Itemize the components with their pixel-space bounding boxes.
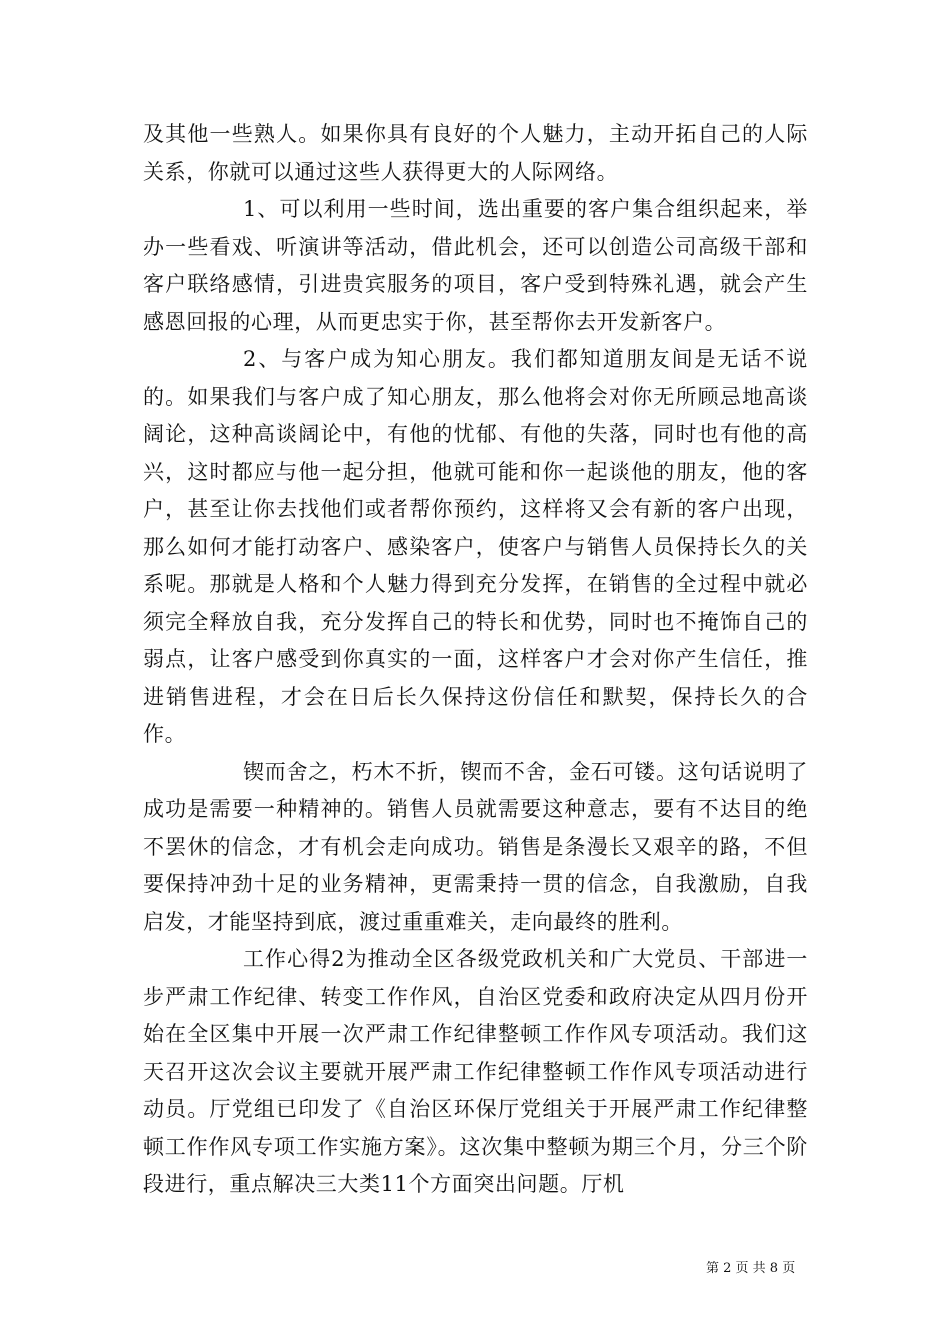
paragraph-point-1: 1、可以利用一些时间，选出重要的客户集合组织起来，举办一些看戏、听演讲等活动，借此机会，还可以创造公司高级干部和客户联络感情，引进贵宾服务的项目，客户受到特殊礼遇，就会产生感恩回报的心理，从而更忠实于你，甚至帮你去开发新客户。 (143, 197, 808, 334)
paragraph-continuation: 及其他一些熟人。如果你具有良好的个人魅力，主动开拓自己的人际关系，你就可以通过这些人获得更大的人际网络。 (143, 122, 808, 184)
page-number-footer: 第 2 页 共 8 页 (706, 1261, 796, 1276)
paragraph-point-2: 2、与客户成为知心朋友。我们都知道朋友间是无话不说的。如果我们与客户成了知心朋友，那么他将会对你无所顾忌地高谈阔论，这种高谈阔论中，有他的忧郁、有他的失落，同时也有他的高兴，这时都应与他一起分担，他就可能和你一起谈他的朋友，他的客户，甚至让你去找他们或者帮你预约，这样将又会有新的客户出现，那么如何才能打动客户、感染客户，使客户与销售人员保持长久的关系呢。那就是人格和个人魅力得到充分发挥，在销售的全过程中就必须完全释放自我，充分发挥自己的特长和优势，同时也不掩饰自己的弱点，让客户感受到你真实的一面，这样客户才会对你产生信任，推进销售进程，才会在日后长久保持这份信任和默契，保持长久的合作。 (143, 347, 808, 746)
document-body (143, 116, 808, 1204)
paragraph-perseverance: 锲而舍之，朽木不折，锲而不舍，金石可镂。这句话说明了成功是需要一种精神的。销售人员就需要这种意志，要有不达目的绝不罢休的信念，才有机会走向成功。销售是条漫长又艰辛的路，不但要保持冲劲十足的业务精神，更需秉持一贯的信念，自我激励，自我启发，才能坚持到底，渡过重重难关，走向最终的胜利。 (143, 759, 808, 934)
paragraph-work-experience-2: 工作心得2为推动全区各级党政机关和广大党员、干部进一步严肃工作纪律、转变工作作风，自治区党委和政府决定从四月份开始在全区集中开展一次严肃工作纪律整顿工作作风专项活动。我们这天召开这次会议主要就开展严肃工作纪律整顿工作作风专项活动进行动员。厅党组已印发了《自治区环保厅党组关于开展严肃工作纪律整顿工作作风专项工作实施方案》。这次集中整顿为期三个月，分三个阶段进行，重点解决三大类11个方面突出问题。厅机 (143, 947, 808, 1196)
